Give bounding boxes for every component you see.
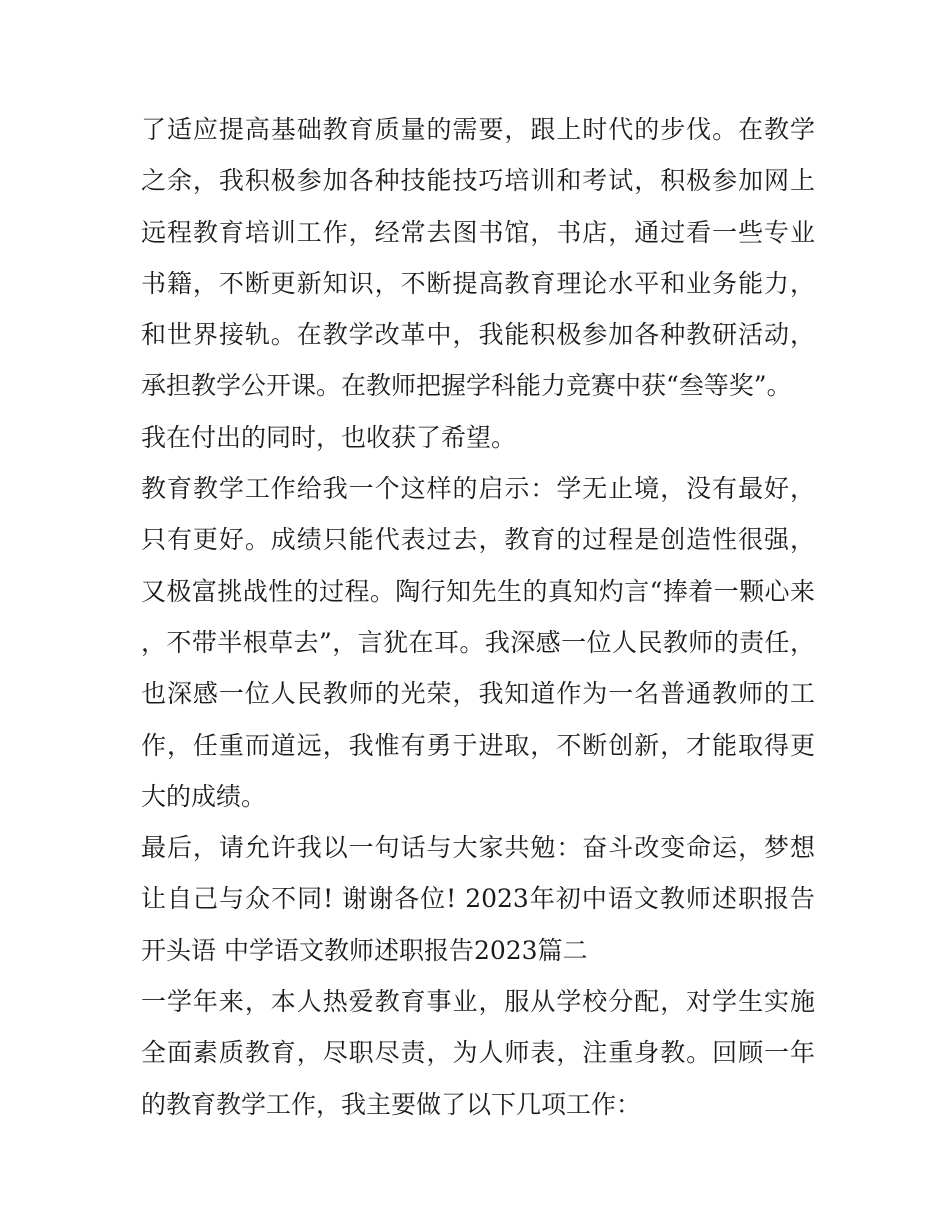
paragraph-continuing-education: 了适应提高基础教育质量的需要，跟上时代的步伐。在教学之余，我积极参加各种技能技巧培训和考试，积极参加网上远程教育培训工作，经常去图书馆，书店，通过看一些专业书籍，不断更新知识，不断提高教育理论水平和业务能力，和世界接轨。在教学改革中，我能积极参加各种教研活动，承担教学公开课。在教师把握学科能力竞赛中获“叁等奖”。 bbox=[141, 115, 815, 401]
document-body bbox=[141, 104, 815, 1130]
paragraph-harvest-hope: 我在付出的同时，也收获了希望。 bbox=[141, 422, 517, 452]
paragraph-year-review: 一学年来，本人热爱教育事业，服从学校分配，对学生实施全面素质教育，尽职尽责，为人师表，注重身教。回顾一年的教育教学工作，我主要做了以下几项工作： bbox=[141, 987, 815, 1119]
paragraph-closing-and-title: 最后，请允许我以一句话与大家共勉：奋斗改变命运，梦想让自己与众不同! 谢谢各位! 2023年初中语文教师述职报告开头语 中学语文教师述职报告2023篇二 bbox=[141, 833, 815, 965]
paragraph-teaching-insight: 教育教学工作给我一个这样的启示：学无止境，没有最好，只有更好。成绩只能代表过去，教育的过程是创造性很强，又极富挑战性的过程。陶行知先生的真知灼言“捧着一颗心来，不带半根草去”，言犹在耳。我深感一位人民教师的责任，也深感一位人民教师的光荣，我知道作为一名普通教师的工作，任重而道远，我惟有勇于进取，不断创新，才能取得更大的成绩。 bbox=[141, 474, 815, 811]
